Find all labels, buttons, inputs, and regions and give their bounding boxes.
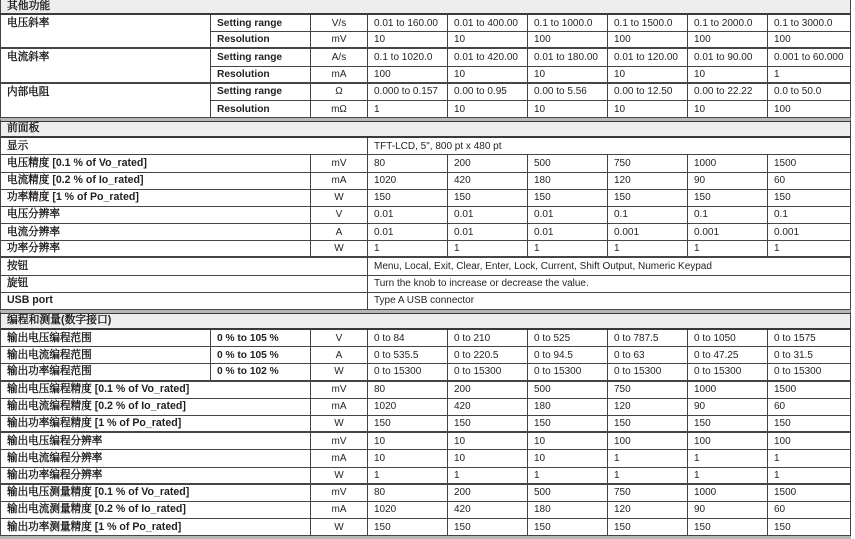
value-cell: 1 <box>768 450 851 467</box>
unit-cell: V <box>311 207 368 224</box>
value-cell: 10 <box>608 101 688 118</box>
value-cell: 0.1 to 2000.0 <box>688 15 768 32</box>
value-cell: 0.01 <box>528 207 608 224</box>
unit-cell: mA <box>311 502 368 519</box>
table-row <box>0 293 851 310</box>
value-cell: 10 <box>448 32 528 49</box>
value-cell: 150 <box>688 416 768 433</box>
value-cell: 1 <box>448 468 528 485</box>
value-cell: 0 to 15300 <box>608 364 688 381</box>
value-cell: 1 <box>608 450 688 467</box>
unit-cell: mA <box>311 67 368 84</box>
unit-cell: A/s <box>311 49 368 66</box>
spec-label: 输出电压编程分辨率 <box>0 433 311 450</box>
value-cell: 0.00 to 0.95 <box>448 84 528 101</box>
spec-label: 功率精度 [1 % of Po_rated] <box>0 190 311 207</box>
setting-sub-label: Setting range <box>211 49 311 66</box>
table-row <box>0 502 851 519</box>
value-cell: 0.01 <box>448 224 528 241</box>
value-cell: 0 to 535.5 <box>368 347 448 364</box>
unit-cell: Ω <box>311 84 368 101</box>
value-cell: 0.001 <box>768 224 851 241</box>
value-cell: 1000 <box>688 382 768 399</box>
table-row <box>0 258 851 275</box>
unit-cell: W <box>311 190 368 207</box>
value-cell: 0.000 to 0.157 <box>368 84 448 101</box>
setting-sub-label: Setting range <box>211 15 311 32</box>
unit-cell: V/s <box>311 15 368 32</box>
value-cell: 10 <box>528 101 608 118</box>
unit-cell: A <box>311 224 368 241</box>
spec-label: 电压精度 [0.1 % of Vo_rated] <box>0 155 311 172</box>
value-cell: 180 <box>528 502 608 519</box>
param-label: 电流斜率 <box>0 49 211 83</box>
value-cell: 0 to 15300 <box>528 364 608 381</box>
value-cell: 100 <box>688 433 768 450</box>
value-cell: 150 <box>528 190 608 207</box>
value-cell: 0.1 to 3000.0 <box>768 15 851 32</box>
value-cell: 1 <box>448 241 528 258</box>
value-cell: 500 <box>528 155 608 172</box>
section-title: 编程和测量(数字接口) <box>0 310 851 330</box>
value-cell: 150 <box>368 416 448 433</box>
value-cell: 1 <box>768 468 851 485</box>
value-cell: 1 <box>528 468 608 485</box>
value-cell: 10 <box>448 450 528 467</box>
value-cell: 80 <box>368 382 448 399</box>
value-cell: 0.1 <box>608 207 688 224</box>
value-cell: 120 <box>608 502 688 519</box>
unit-cell: W <box>311 519 368 536</box>
spec-label: 输出电压编程精度 [0.1 % of Vo_rated] <box>0 382 311 399</box>
value-cell: 0.00 to 12.50 <box>608 84 688 101</box>
unit-cell: W <box>311 241 368 258</box>
value-cell: 80 <box>368 155 448 172</box>
value-cell: 1000 <box>688 485 768 502</box>
value-cell: 150 <box>448 190 528 207</box>
value-cell: 1 <box>768 67 851 84</box>
value-cell: 200 <box>448 382 528 399</box>
value-cell: 1020 <box>368 173 448 190</box>
value-cell: 1000 <box>688 155 768 172</box>
value-cell: 100 <box>688 32 768 49</box>
value-cell: 100 <box>608 433 688 450</box>
value-cell: 1 <box>368 101 448 118</box>
value-cell: 1 <box>368 468 448 485</box>
value-cell: 0 to 525 <box>528 330 608 347</box>
table-row <box>0 173 851 190</box>
value-cell: 100 <box>768 101 851 118</box>
value-cell: 200 <box>448 155 528 172</box>
setting-sub-label: Resolution <box>211 67 311 84</box>
spec-label: 电流精度 [0.2 % of Io_rated] <box>0 173 311 190</box>
value-cell: 500 <box>528 485 608 502</box>
table-row <box>0 118 851 138</box>
value-cell: 10 <box>368 32 448 49</box>
value-cell: 100 <box>768 32 851 49</box>
table-row <box>0 15 851 32</box>
value-cell: 100 <box>368 67 448 84</box>
feature-value: TFT-LCD, 5", 800 pt x 480 pt <box>368 138 851 155</box>
value-cell: 0 to 15300 <box>448 364 528 381</box>
value-cell: 180 <box>528 399 608 416</box>
unit-cell: mV <box>311 32 368 49</box>
value-cell: 0 to 220.5 <box>448 347 528 364</box>
unit-cell: W <box>311 416 368 433</box>
value-cell: 0 to 787.5 <box>608 330 688 347</box>
value-cell: 0 to 63 <box>608 347 688 364</box>
value-cell: 150 <box>608 416 688 433</box>
value-cell: 150 <box>768 416 851 433</box>
unit-cell: mA <box>311 173 368 190</box>
feature-label: USB port <box>0 293 368 310</box>
value-cell: 180 <box>528 173 608 190</box>
value-cell: 0.01 to 180.00 <box>528 49 608 66</box>
value-cell: 150 <box>448 519 528 536</box>
value-cell: 0.01 to 420.00 <box>448 49 528 66</box>
value-cell: 60 <box>768 502 851 519</box>
table-row <box>0 416 851 433</box>
param-label: 电压斜率 <box>0 15 211 49</box>
feature-value: Turn the knob to increase or decrease the value. <box>368 276 851 293</box>
value-cell: 1 <box>688 450 768 467</box>
unit-cell: A <box>311 347 368 364</box>
table-row <box>0 347 851 364</box>
param-label: 输出功率编程范围 <box>0 364 211 381</box>
feature-value: Menu, Local, Exit, Clear, Enter, Lock, Current, Shift Output, Numeric Keypad <box>368 258 851 275</box>
section-title: 其他功能 <box>0 0 851 15</box>
param-label: 输出电压编程范围 <box>0 330 211 347</box>
table-row <box>0 450 851 467</box>
value-cell: 150 <box>368 190 448 207</box>
value-cell: 100 <box>608 32 688 49</box>
table-row <box>0 468 851 485</box>
spec-label: 输出功率编程分辨率 <box>0 468 311 485</box>
setting-sub-label: Setting range <box>211 84 311 101</box>
value-cell: 0.1 to 1020.0 <box>368 49 448 66</box>
value-cell: 10 <box>608 67 688 84</box>
feature-label: 旋钮 <box>0 276 368 293</box>
value-cell: 150 <box>528 416 608 433</box>
value-cell: 150 <box>768 190 851 207</box>
table-row <box>0 155 851 172</box>
unit-cell: mA <box>311 450 368 467</box>
value-cell: 150 <box>608 519 688 536</box>
value-cell: 0.001 to 60.000 <box>768 49 851 66</box>
value-cell: 0 to 15300 <box>688 364 768 381</box>
table-row <box>0 330 851 347</box>
value-cell: 0.01 <box>368 224 448 241</box>
value-cell: 0.01 <box>368 207 448 224</box>
value-cell: 1 <box>608 468 688 485</box>
value-cell: 0.1 to 1000.0 <box>528 15 608 32</box>
unit-cell: mV <box>311 433 368 450</box>
table-row <box>0 138 851 155</box>
spec-label: 输出电流测量精度 [0.2 % of Io_rated] <box>0 502 311 519</box>
table-row <box>0 84 851 101</box>
value-cell: 0 to 210 <box>448 330 528 347</box>
table-row <box>0 433 851 450</box>
feature-label: 显示 <box>0 138 368 155</box>
unit-cell: mA <box>311 399 368 416</box>
value-cell: 0 to 84 <box>368 330 448 347</box>
value-cell: 60 <box>768 173 851 190</box>
value-cell: 150 <box>608 190 688 207</box>
value-cell: 150 <box>368 519 448 536</box>
value-cell: 1020 <box>368 502 448 519</box>
setting-sub-label: Resolution <box>211 101 311 118</box>
spec-label: 输出电压测量精度 [0.1 % of Vo_rated] <box>0 485 311 502</box>
value-cell: 0.0 to 50.0 <box>768 84 851 101</box>
value-cell: 120 <box>608 399 688 416</box>
table-row <box>0 190 851 207</box>
section-title: 前面板 <box>0 118 851 138</box>
param-label: 内部电阻 <box>0 84 211 118</box>
feature-value: Type A USB connector <box>368 293 851 310</box>
value-cell: 1 <box>608 241 688 258</box>
value-cell: 10 <box>448 101 528 118</box>
table-row <box>0 485 851 502</box>
value-cell: 60 <box>768 399 851 416</box>
value-cell: 1 <box>528 241 608 258</box>
value-cell: 0.00 to 22.22 <box>688 84 768 101</box>
table-row <box>0 224 851 241</box>
value-cell: 80 <box>368 485 448 502</box>
table-row <box>0 207 851 224</box>
value-cell: 150 <box>688 190 768 207</box>
value-cell: 420 <box>448 502 528 519</box>
range-percent: 0 % to 105 % <box>211 347 311 364</box>
table-row <box>0 310 851 330</box>
unit-cell: mΩ <box>311 101 368 118</box>
value-cell: 750 <box>608 382 688 399</box>
table-row <box>0 241 851 258</box>
setting-sub-label: Resolution <box>211 32 311 49</box>
value-cell: 0.01 <box>448 207 528 224</box>
value-cell: 10 <box>368 450 448 467</box>
value-cell: 10 <box>448 433 528 450</box>
table-row <box>0 364 851 381</box>
value-cell: 10 <box>368 433 448 450</box>
value-cell: 100 <box>528 32 608 49</box>
value-cell: 10 <box>448 67 528 84</box>
value-cell: 0.01 <box>528 224 608 241</box>
spec-label: 电流分辨率 <box>0 224 311 241</box>
param-label: 输出电流编程范围 <box>0 347 211 364</box>
unit-cell: W <box>311 468 368 485</box>
value-cell: 0.1 <box>688 207 768 224</box>
unit-cell: mV <box>311 485 368 502</box>
value-cell: 100 <box>768 433 851 450</box>
value-cell: 0 to 31.5 <box>768 347 851 364</box>
spec-label: 输出功率测量精度 [1 % of Po_rated] <box>0 519 311 536</box>
spec-label: 功率分辨率 <box>0 241 311 258</box>
table-row <box>0 276 851 293</box>
table-row <box>0 0 851 15</box>
value-cell: 10 <box>688 67 768 84</box>
value-cell: 0 to 1050 <box>688 330 768 347</box>
value-cell: 90 <box>688 502 768 519</box>
spec-label: 输出功率编程精度 [1 % of Po_rated] <box>0 416 311 433</box>
table-row <box>0 49 851 66</box>
value-cell: 750 <box>608 155 688 172</box>
value-cell: 10 <box>688 101 768 118</box>
value-cell: 1500 <box>768 155 851 172</box>
value-cell: 0 to 94.5 <box>528 347 608 364</box>
value-cell: 150 <box>448 416 528 433</box>
unit-cell: V <box>311 330 368 347</box>
range-percent: 0 % to 105 % <box>211 330 311 347</box>
value-cell: 1 <box>688 468 768 485</box>
table-row <box>0 519 851 536</box>
value-cell: 0.01 to 120.00 <box>608 49 688 66</box>
unit-cell: mV <box>311 382 368 399</box>
feature-label: 按钮 <box>0 258 368 275</box>
value-cell: 0.001 <box>688 224 768 241</box>
value-cell: 420 <box>448 173 528 190</box>
value-cell: 10 <box>528 433 608 450</box>
value-cell: 120 <box>608 173 688 190</box>
spec-label: 输出电流编程精度 [0.2 % of Io_rated] <box>0 399 311 416</box>
table-row <box>0 382 851 399</box>
value-cell: 1500 <box>768 382 851 399</box>
value-cell: 200 <box>448 485 528 502</box>
value-cell: 0.01 to 160.00 <box>368 15 448 32</box>
spec-label: 电压分辨率 <box>0 207 311 224</box>
value-cell: 10 <box>528 450 608 467</box>
value-cell: 0.00 to 5.56 <box>528 84 608 101</box>
value-cell: 500 <box>528 382 608 399</box>
value-cell: 1500 <box>768 485 851 502</box>
value-cell: 1 <box>768 241 851 258</box>
value-cell: 1 <box>368 241 448 258</box>
unit-cell: mV <box>311 155 368 172</box>
value-cell: 1 <box>688 241 768 258</box>
value-cell: 750 <box>608 485 688 502</box>
table-row <box>0 399 851 416</box>
value-cell: 10 <box>528 67 608 84</box>
value-cell: 150 <box>688 519 768 536</box>
value-cell: 90 <box>688 173 768 190</box>
value-cell: 420 <box>448 399 528 416</box>
value-cell: 0.01 to 90.00 <box>688 49 768 66</box>
value-cell: 90 <box>688 399 768 416</box>
value-cell: 0 to 47.25 <box>688 347 768 364</box>
value-cell: 150 <box>768 519 851 536</box>
value-cell: 0 to 15300 <box>768 364 851 381</box>
value-cell: 0.1 to 1500.0 <box>608 15 688 32</box>
unit-cell: W <box>311 364 368 381</box>
value-cell: 0 to 15300 <box>368 364 448 381</box>
value-cell: 0.01 to 400.00 <box>448 15 528 32</box>
value-cell: 0.001 <box>608 224 688 241</box>
range-percent: 0 % to 102 % <box>211 364 311 381</box>
value-cell: 1020 <box>368 399 448 416</box>
value-cell: 150 <box>528 519 608 536</box>
value-cell: 0.1 <box>768 207 851 224</box>
value-cell: 0 to 1575 <box>768 330 851 347</box>
spec-label: 输出电流编程分辨率 <box>0 450 311 467</box>
